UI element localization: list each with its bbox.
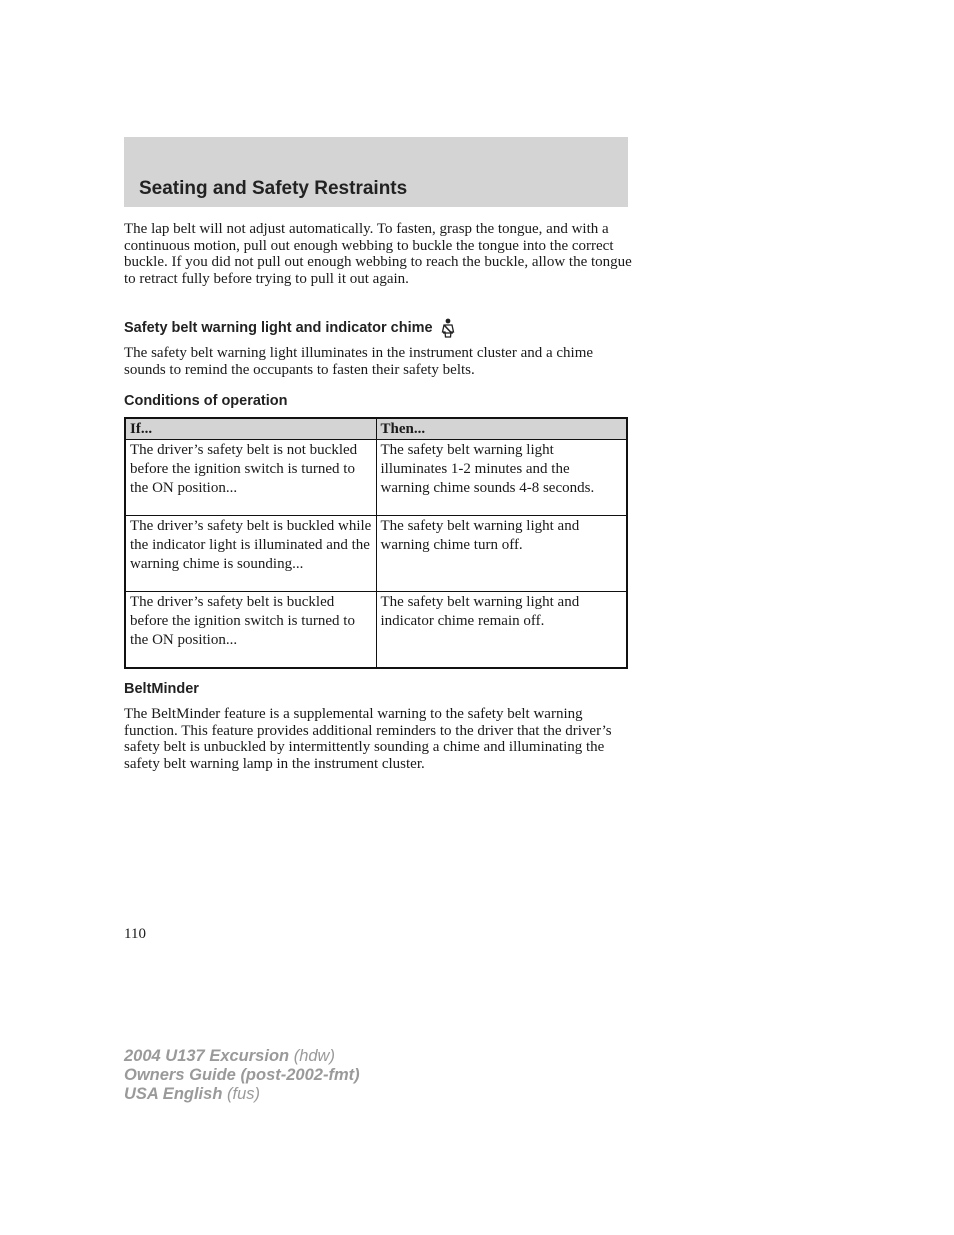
- table-cell-if: The driver’s safety belt is buckled before the ignition switch is turned to the ON position...: [125, 592, 376, 669]
- beltminder-paragraph: The BeltMinder feature is a supplemental warning to the safety belt warning function. This feature provides additional reminders to the driver that the driver’s safety belt is unbuckled by intermittently sounding a chime and illuminating the safety belt warning lamp in the instrument cluster.: [124, 706, 612, 772]
- table-cell-if: The driver’s safety belt is buckled while the indicator light is illuminated and the warning chime is sounding...: [125, 516, 376, 592]
- beltminder-heading: BeltMinder: [124, 681, 199, 697]
- footer-line-3: [124, 1085, 360, 1104]
- seatbelt-warning-icon: [439, 318, 457, 338]
- table-cell-then: The safety belt warning light and indicator chime remain off.: [376, 592, 627, 669]
- warning-heading: [124, 318, 457, 338]
- footer-guide: Owners Guide (post-2002-fmt): [124, 1066, 360, 1084]
- footer-language-code: (fus): [222, 1085, 260, 1103]
- conditions-table: [124, 417, 628, 669]
- document-footer: [124, 1047, 360, 1104]
- footer-model-code: (hdw): [289, 1047, 335, 1065]
- table-cell-then: The safety belt warning light illuminates 1-2 minutes and the warning chime sounds 4-8 seconds.: [376, 440, 627, 516]
- warning-paragraph: The safety belt warning light illuminates in the instrument cluster and a chime sounds to remind the occupants to fasten their safety belts.: [124, 345, 594, 378]
- conditions-heading: Conditions of operation: [124, 393, 288, 409]
- footer-model: 2004 U137 Excursion: [124, 1047, 290, 1065]
- footer-line-2: [124, 1066, 360, 1085]
- column-header-if: If...: [125, 418, 376, 440]
- footer-language: USA English: [124, 1085, 223, 1103]
- footer-line-1: [124, 1047, 360, 1066]
- table-cell-then: The safety belt warning light and warning chime turn off.: [376, 516, 627, 592]
- table-cell-if: The driver’s safety belt is not buckled before the ignition switch is turned to the ON position...: [125, 440, 376, 516]
- page-number: 110: [124, 926, 146, 942]
- table-header-row: [125, 418, 627, 440]
- section-header-band: [124, 137, 628, 207]
- table-row: [125, 440, 627, 516]
- column-header-then: Then...: [376, 418, 627, 440]
- warning-heading-text: Safety belt warning light and indicator chime: [124, 320, 433, 336]
- intro-paragraph: The lap belt will not adjust automatically. To fasten, grasp the tongue, and with a continuous motion, pull out enough webbing to buckle the tongue into the correct buckle. If you did not pull out enough webbing to reach the buckle, allow the tongue to retract fully before trying to pull it out again.: [124, 221, 632, 287]
- section-title: Seating and Safety Restraints: [139, 178, 408, 199]
- table-row: [125, 592, 627, 669]
- table-row: [125, 516, 627, 592]
